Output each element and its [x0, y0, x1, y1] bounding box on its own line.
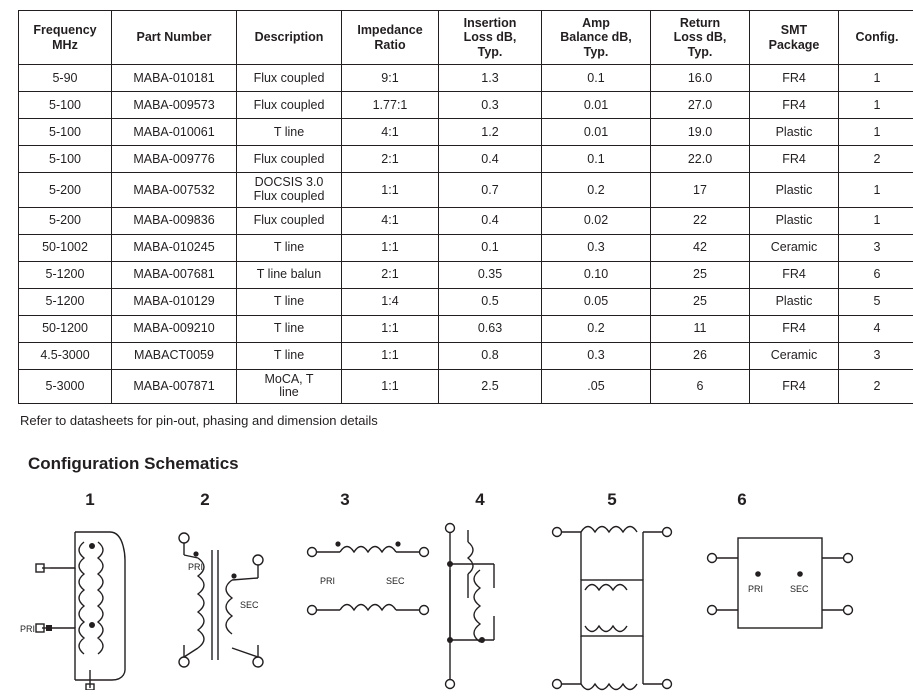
cell-config: 3 — [839, 234, 913, 261]
cell-smt-package: Plastic — [750, 119, 839, 146]
col-insertion-loss: Insertion Loss dB, Typ. — [439, 11, 542, 65]
schematic-number-1: 1 — [70, 490, 110, 510]
col-amp-balance: Amp Balance dB, Typ. — [542, 11, 651, 65]
schematic-diagram-4 — [432, 518, 542, 693]
cell-description: Flux coupled — [237, 65, 342, 92]
cell-insertion-loss: 1.2 — [439, 119, 542, 146]
cell-amp-balance: 0.3 — [542, 342, 651, 369]
cell-part-number: MABA-009573 — [112, 92, 237, 119]
cell-insertion-loss: 0.4 — [439, 146, 542, 173]
cell-smt-package: FR4 — [750, 261, 839, 288]
label-sec-6: SEC — [790, 584, 809, 594]
cell-part-number: MABA-009836 — [112, 207, 237, 234]
cell-description: T line — [237, 119, 342, 146]
cell-amp-balance: 0.2 — [542, 173, 651, 208]
cell-smt-package: FR4 — [750, 92, 839, 119]
cell-smt-package: Plastic — [750, 288, 839, 315]
label-pri-3: PRI — [320, 576, 335, 586]
cell-description: Flux coupled — [237, 207, 342, 234]
cell-smt-package: Ceramic — [750, 342, 839, 369]
cell-return-loss: 16.0 — [651, 65, 750, 92]
cell-return-loss: 26 — [651, 342, 750, 369]
schematic-number-5: 5 — [592, 490, 632, 510]
cell-config: 4 — [839, 315, 913, 342]
table-body — [19, 65, 913, 404]
col-config: Config. — [839, 11, 913, 65]
cell-return-loss: 11 — [651, 315, 750, 342]
table-row — [19, 119, 913, 146]
cell-insertion-loss: 0.8 — [439, 342, 542, 369]
cell-return-loss: 42 — [651, 234, 750, 261]
schematic-diagram-2 — [160, 520, 290, 680]
schematic-diagram-6 — [700, 530, 860, 660]
cell-frequency: 5-1200 — [19, 288, 112, 315]
cell-part-number: MABA-010129 — [112, 288, 237, 315]
cell-insertion-loss: 0.5 — [439, 288, 542, 315]
cell-frequency: 5-200 — [19, 207, 112, 234]
datasheet-page — [0, 10, 913, 678]
table-row — [19, 342, 913, 369]
cell-amp-balance: .05 — [542, 369, 651, 404]
cell-impedance-ratio: 4:1 — [342, 119, 439, 146]
cell-frequency: 5-200 — [19, 173, 112, 208]
cell-config: 1 — [839, 173, 913, 208]
cell-insertion-loss: 0.3 — [439, 92, 542, 119]
col-impedance-ratio: Impedance Ratio — [342, 11, 439, 65]
table-row — [19, 173, 913, 208]
cell-description: MoCA, T line — [237, 369, 342, 404]
cell-smt-package: Plastic — [750, 173, 839, 208]
cell-frequency: 5-3000 — [19, 369, 112, 404]
cell-frequency: 50-1002 — [19, 234, 112, 261]
cell-amp-balance: 0.01 — [542, 119, 651, 146]
cell-config: 1 — [839, 119, 913, 146]
cell-return-loss: 25 — [651, 288, 750, 315]
cell-amp-balance: 0.10 — [542, 261, 651, 288]
cell-description: T line — [237, 342, 342, 369]
cell-part-number: MABACT0059 — [112, 342, 237, 369]
cell-insertion-loss: 2.5 — [439, 369, 542, 404]
table-row — [19, 146, 913, 173]
col-smt-package: SMT Package — [750, 11, 839, 65]
cell-amp-balance: 0.2 — [542, 315, 651, 342]
cell-impedance-ratio: 9:1 — [342, 65, 439, 92]
cell-impedance-ratio: 1:1 — [342, 369, 439, 404]
cell-part-number: MABA-010245 — [112, 234, 237, 261]
table-head — [19, 11, 913, 65]
cell-impedance-ratio: 1:4 — [342, 288, 439, 315]
cell-return-loss: 17 — [651, 173, 750, 208]
cell-smt-package: FR4 — [750, 369, 839, 404]
cell-insertion-loss: 0.7 — [439, 173, 542, 208]
cell-impedance-ratio: 1:1 — [342, 315, 439, 342]
cell-return-loss: 27.0 — [651, 92, 750, 119]
table-header-row — [19, 11, 913, 65]
label-sec-3: SEC — [386, 576, 405, 586]
schematic-diagram-3 — [298, 530, 438, 650]
cell-impedance-ratio: 1:1 — [342, 342, 439, 369]
cell-return-loss: 22 — [651, 207, 750, 234]
cell-frequency: 4.5-3000 — [19, 342, 112, 369]
cell-frequency: 5-90 — [19, 65, 112, 92]
cell-config: 2 — [839, 146, 913, 173]
cell-description: Flux coupled — [237, 92, 342, 119]
cell-description: DOCSIS 3.0 Flux coupled — [237, 173, 342, 208]
cell-config: 6 — [839, 261, 913, 288]
label-sec-2: SEC — [240, 600, 259, 610]
col-description: Description — [237, 11, 342, 65]
table-row — [19, 369, 913, 404]
cell-impedance-ratio: 1:1 — [342, 234, 439, 261]
datasheet-note: Refer to datasheets for pin-out, phasing and dimension details — [20, 413, 913, 428]
cell-amp-balance: 0.05 — [542, 288, 651, 315]
cell-smt-package: FR4 — [750, 65, 839, 92]
col-part-number: Part Number — [112, 11, 237, 65]
cell-impedance-ratio: 1:1 — [342, 173, 439, 208]
label-pri-1: PRI — [20, 624, 35, 634]
cell-return-loss: 22.0 — [651, 146, 750, 173]
cell-part-number: MABA-009776 — [112, 146, 237, 173]
cell-frequency: 5-1200 — [19, 261, 112, 288]
cell-return-loss: 25 — [651, 261, 750, 288]
cell-amp-balance: 0.3 — [542, 234, 651, 261]
cell-frequency: 50-1200 — [19, 315, 112, 342]
product-selection-table — [18, 10, 913, 404]
cell-config: 2 — [839, 369, 913, 404]
cell-config: 3 — [839, 342, 913, 369]
cell-config: 1 — [839, 65, 913, 92]
cell-part-number: MABA-010061 — [112, 119, 237, 146]
table-row — [19, 234, 913, 261]
cell-smt-package: FR4 — [750, 146, 839, 173]
label-pri-2: PRI — [188, 562, 203, 572]
col-frequency: Frequency MHz — [19, 11, 112, 65]
cell-config: 1 — [839, 207, 913, 234]
cell-config: 1 — [839, 92, 913, 119]
table-row — [19, 315, 913, 342]
cell-impedance-ratio: 4:1 — [342, 207, 439, 234]
cell-insertion-loss: 0.4 — [439, 207, 542, 234]
cell-description: T line balun — [237, 261, 342, 288]
cell-amp-balance: 0.1 — [542, 65, 651, 92]
cell-part-number: MABA-007871 — [112, 369, 237, 404]
cell-part-number: MABA-007532 — [112, 173, 237, 208]
cell-return-loss: 6 — [651, 369, 750, 404]
cell-insertion-loss: 1.3 — [439, 65, 542, 92]
cell-description: T line — [237, 234, 342, 261]
cell-impedance-ratio: 1.77:1 — [342, 92, 439, 119]
cell-impedance-ratio: 2:1 — [342, 146, 439, 173]
label-pri-6: PRI — [748, 584, 763, 594]
cell-part-number: MABA-009210 — [112, 315, 237, 342]
cell-impedance-ratio: 2:1 — [342, 261, 439, 288]
cell-frequency: 5-100 — [19, 119, 112, 146]
cell-description: T line — [237, 288, 342, 315]
schematic-diagram-5 — [545, 518, 680, 698]
cell-amp-balance: 0.02 — [542, 207, 651, 234]
cell-frequency: 5-100 — [19, 92, 112, 119]
cell-amp-balance: 0.01 — [542, 92, 651, 119]
schematic-number-3: 3 — [325, 490, 365, 510]
schematic-number-4: 4 — [460, 490, 500, 510]
cell-insertion-loss: 0.35 — [439, 261, 542, 288]
cell-part-number: MABA-010181 — [112, 65, 237, 92]
table-row — [19, 207, 913, 234]
cell-insertion-loss: 0.1 — [439, 234, 542, 261]
cell-smt-package: Ceramic — [750, 234, 839, 261]
col-return-loss: Return Loss dB, Typ. — [651, 11, 750, 65]
cell-return-loss: 19.0 — [651, 119, 750, 146]
schematic-number-6: 6 — [722, 490, 762, 510]
schematic-number-2: 2 — [185, 490, 225, 510]
table-row — [19, 288, 913, 315]
cell-insertion-loss: 0.63 — [439, 315, 542, 342]
table-row — [19, 92, 913, 119]
cell-smt-package: FR4 — [750, 315, 839, 342]
cell-description: Flux coupled — [237, 146, 342, 173]
schematic-diagram-1 — [20, 520, 160, 690]
cell-smt-package: Plastic — [750, 207, 839, 234]
cell-amp-balance: 0.1 — [542, 146, 651, 173]
table-row — [19, 65, 913, 92]
schematics-area — [0, 482, 913, 692]
cell-frequency: 5-100 — [19, 146, 112, 173]
cell-config: 5 — [839, 288, 913, 315]
section-title-configuration-schematics: Configuration Schematics — [28, 454, 913, 474]
cell-part-number: MABA-007681 — [112, 261, 237, 288]
cell-description: T line — [237, 315, 342, 342]
table-row — [19, 261, 913, 288]
